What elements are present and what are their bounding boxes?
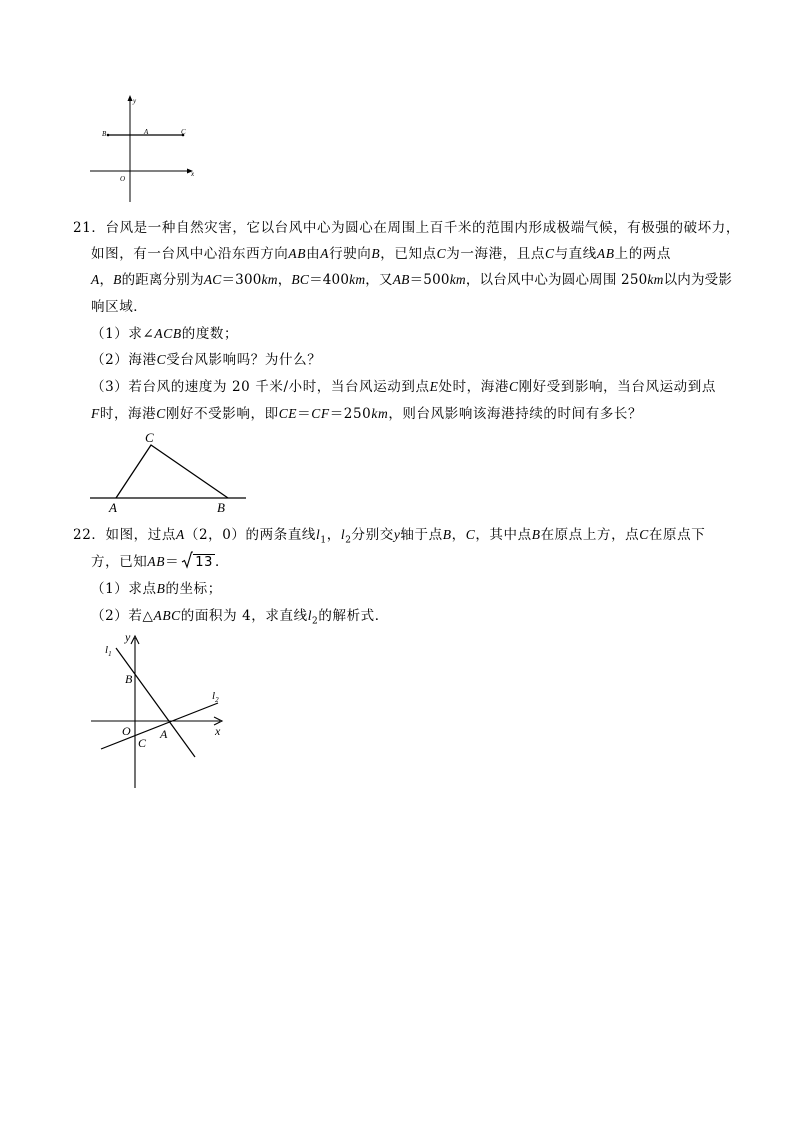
fig1-label-c: C bbox=[181, 128, 186, 136]
q21-sub-3-line-1: （3）若台风的速度为 20 千米/小时，当台风运动到点E处时，海港C刚好受到影响，当台风运动到点 bbox=[91, 379, 716, 395]
fig22-label-a: A bbox=[160, 727, 168, 741]
q22-line-1: 22．如图，过点A（2，0）的两条直线$l_1$，$l_2$分别交y轴于点B，C，其中点B在原点上方，点C在原点下 bbox=[73, 527, 706, 546]
fig22-label-o: O bbox=[122, 724, 131, 738]
q21-line-2: 如图，有一台风中心沿东西方向AB由A行驶向B，已知点C为一海港，且点C与直线AB上的两点 bbox=[91, 246, 671, 262]
sqrt-expression: 13 bbox=[179, 551, 215, 573]
fig1-label-x: x bbox=[191, 170, 195, 178]
q21-line-1: 21．台风是一种自然灾害，它以台风中心为圆心在周围上百千米的范围内形成极端气候，有极强的破坏力， bbox=[73, 220, 740, 236]
fig1-label-y: y bbox=[133, 97, 137, 105]
q21-line-4: 响区域． bbox=[91, 299, 148, 315]
q21-sub-2: （2）海港C受台风影响吗？为什么？ bbox=[91, 352, 322, 368]
fig1-label-b: B bbox=[102, 130, 107, 138]
fig22-label-y: y bbox=[125, 630, 131, 644]
q22-sub-1: （1）求点B的坐标； bbox=[91, 581, 222, 597]
fig22-label-x: x bbox=[215, 724, 221, 738]
q22-line-2: 方，已知AB＝ 13 ． bbox=[91, 551, 229, 573]
coordinate-figure-1 bbox=[88, 92, 200, 204]
fig1-label-o: O bbox=[120, 175, 126, 183]
triangle-label-a: A bbox=[109, 500, 117, 515]
sqrt-sign bbox=[181, 551, 193, 569]
lines-figure bbox=[88, 628, 233, 793]
triangle-label-c: C bbox=[145, 430, 154, 445]
q21-number: 21． bbox=[73, 220, 106, 236]
fig22-label-l1: $l_1$ bbox=[105, 644, 112, 658]
q21-sub-3-line-2: F时，海港C刚好不受影响，即CE＝CF＝250km，则台风影响该海港持续的时间有多长？ bbox=[91, 406, 643, 422]
fig22-label-l2: $l_2$ bbox=[212, 690, 219, 704]
triangle-label-b: B bbox=[217, 500, 225, 515]
triangle-figure bbox=[88, 428, 253, 516]
q21-line-3: A，B的距离分别为AC＝300km，BC＝400km，又AB＝500km，以台风中心为圆心周围 250km以内为受影 bbox=[91, 272, 733, 288]
fig22-label-b: B bbox=[125, 672, 133, 686]
fig1-label-a: A bbox=[144, 128, 149, 136]
q22-number: 22． bbox=[73, 527, 106, 543]
q22-sub-2: （2）若△ABC的面积为 4，求直线$l_2$的解析式． bbox=[91, 608, 389, 627]
fig22-label-c: C bbox=[138, 736, 147, 750]
q21-sub-1: （1）求∠ACB的度数； bbox=[91, 326, 239, 342]
